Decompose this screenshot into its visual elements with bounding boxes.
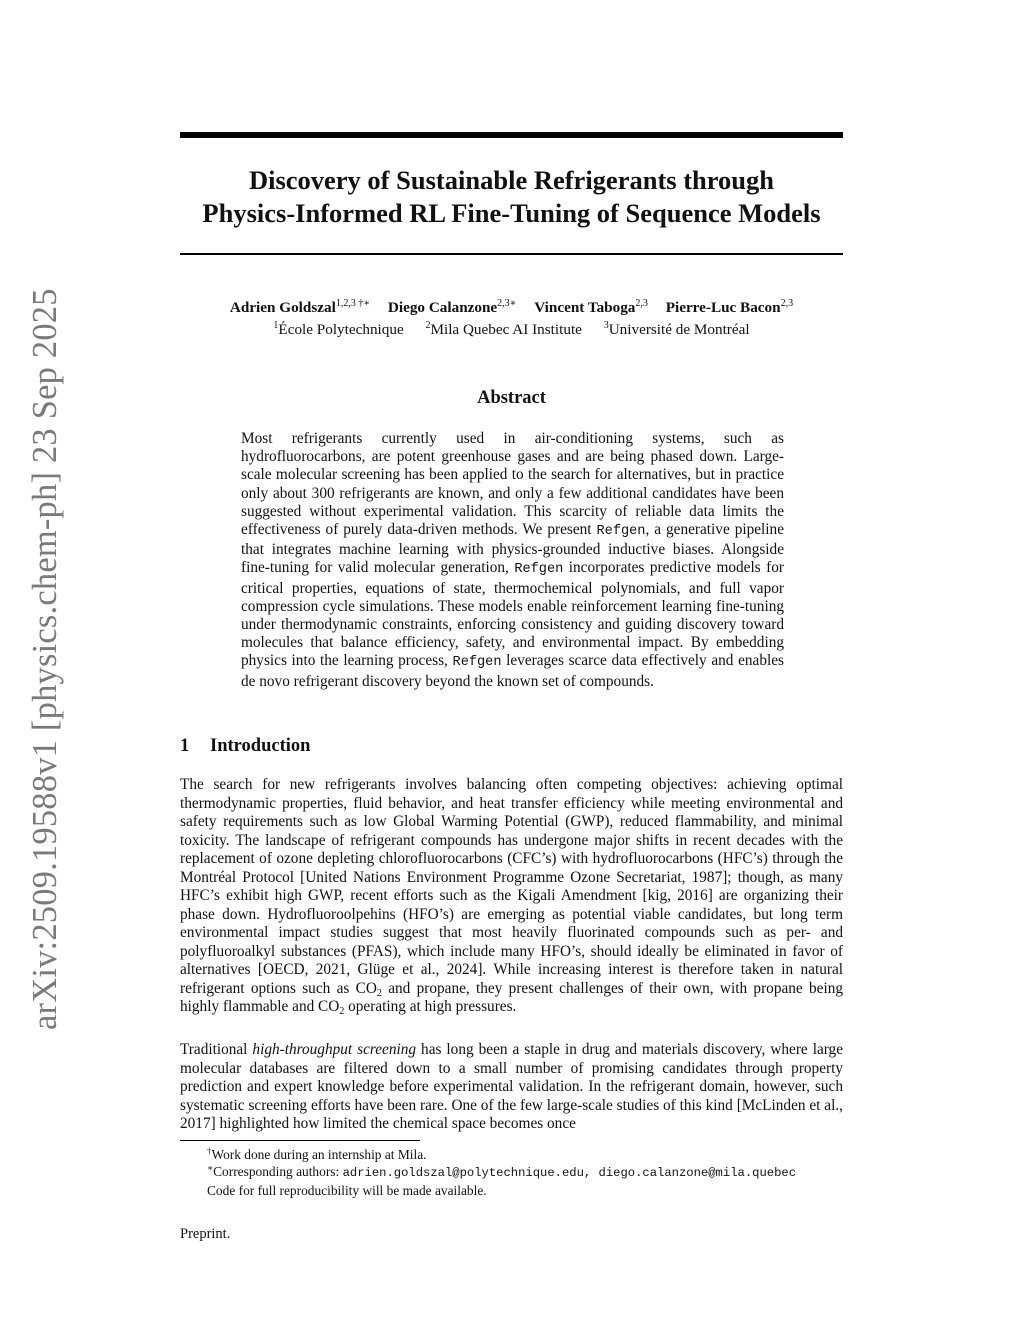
refgen-code: Refgen [596,524,646,540]
arxiv-identifier: arXiv:2509.19588v1 [physics.chem-ph] 23 Sep 2025 [26,288,64,1030]
affiliation: $^1$École Polytechnique [273,320,404,338]
footnote-code: Code for full reproducibility will be made available. [207,1183,487,1198]
section-number: 1 [180,736,190,756]
title-top-rule [180,132,843,138]
footnotes [207,1146,847,1199]
author: Vincent Taboga$^{2,3}$ [534,298,648,316]
affiliation: $^3$Université de Montréal [603,320,750,338]
affiliation: $^2$Mila Quebec AI Institute [425,320,582,338]
title-line-2: Physics-Informed RL Fine-Tuning of Sequence Models [202,198,821,228]
abstract-text: Most refrigerants currently used in air-conditioning systems, such as hydrofluorocarbons, are potent greenhouse gases and are being phased down. Large-scale molecular screening has been applied to the search for alternatives, but in practice only about 300 refrigerants are known, and only a few additional candidates have been suggested without experimental validation. This scarcity of reliable data limits the effectiveness of purely data-driven methods. We present Refgen, a generative pipeline that integrates machine learning with physics-grounded inductive biases. Alongside fine-tuning for valid molecular generation, Refgen incorporates predictive models for critical properties, equations of state, thermochemical polynomials, and full vapor compression cycle simulations. These models enable reinforcement learning fine-tuning under thermodynamic constraints, enforcing consistency and guiding discovery toward molecules that balance efficiency, safety, and environmental impact. By embedding physics into the learning process, Refgen leverages scarce data effectively and enables de novo refrigerant discovery beyond the known set of compounds. [241,430,784,690]
section-title: Introduction [210,736,311,756]
page-footer: Preprint. [180,1226,231,1242]
paper-title [180,164,843,230]
intro-paragraph-2: Traditional high-throughput screening has long been a staple in drug and materials discovery, where large molecular databases are filtered down to a small number of promising candidates through property prediction and expert knowledge before experimental validation. In the refrigerant domain, however, such systematic screening efforts have been rare. One of the few large-scale studies of this kind [McLinden et al., 2017] highlighted how limited the chemical space becomes once [180,1041,843,1132]
title-bottom-rule [180,253,843,255]
refgen-code: Refgen [452,655,502,671]
footnote-rule [180,1140,420,1141]
author: Pierre-Luc Bacon$^{2,3}$ [665,298,794,316]
author-list [180,298,843,318]
footnote-internship: †Work done during an internship at Mila. [207,1146,427,1162]
emphasis: high-throughput screening [252,1041,417,1058]
title-line-1: Discovery of Sustainable Refrigerants through [248,165,775,195]
section-heading-introduction [180,734,843,758]
footnote-corresponding: ∗Corresponding authors: adrien.goldszal@polytechnique.edu, diego.calanzone@mila.quebec [207,1163,797,1180]
intro-paragraph-1: The search for new refrigerants involves balancing often competing objectives: achieving optimal thermodynamic properties, fluid behavior, and heat transfer efficiency while meeting environmental and safety requirements such as low Global Warming Potential (GWP), reduced flammability, and minimal toxicity. The landscape of refrigerant compounds has undergone major shifts in recent decades with the replacement of ozone depleting chlorofluorocarbons (CFC’s) with hydrofluorocarbons (HFC’s) through the Montréal Protocol [United Nations Environment Programme Ozone Secretariat, 1987]; though, as many HFC’s exhibit high GWP, recent efforts such as the Kigali Amendment [kig, 2016] are organizing their phase down. Hydrofluoroolpehins (HFO’s) are emerging as potential viable candidates, but long term environmental impact studies suggest that most heavily fluorinated compounds such as per- and polyfluoroalkyl substances (PFAS), which include many HFO’s, should ideally be eliminated in favor of alternatives [OECD, 2021, Glüge et al., 2024]. While increasing interest is therefore taken in natural refrigerant options such as $CO_2$ and propane, they present challenges of their own, with propane being highly flammable and $CO_2$ operating at high pressures. [180,776,843,1017]
author-emails: adrien.goldszal@polytechnique.edu, diego.calanzone@mila.quebec [342,1166,797,1180]
author: Adrien Goldszal$^{1,2,3 \dagger∗}$ [229,298,371,316]
refgen-code: Refgen [514,562,564,578]
affiliation-list [180,320,843,340]
author: Diego Calanzone$^{2,3∗}$ [387,298,517,316]
abstract-heading: Abstract [477,388,546,408]
